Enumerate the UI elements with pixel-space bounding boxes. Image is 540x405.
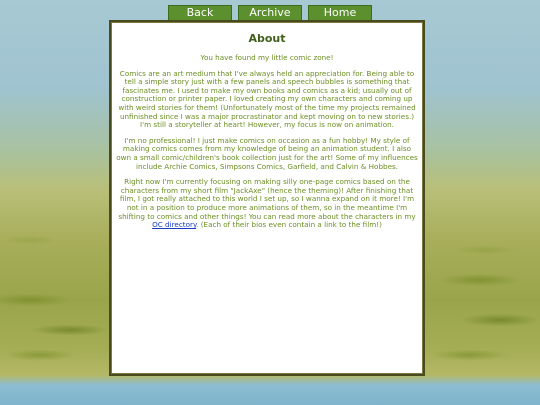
about-paragraph-3 — [115, 178, 419, 230]
about-panel — [109, 20, 425, 376]
intro-text: You have found my little comic zone! — [200, 53, 334, 62]
about-content — [111, 22, 423, 230]
page-title: About — [248, 32, 286, 45]
archive-button[interactable]: Archive — [238, 5, 302, 21]
oc-directory-link[interactable]: OC directory — [152, 220, 197, 230]
paragraph-3-text-start: Right now I'm currently focusing on making silly one-page comics based on the characters from my short film "JackAxe" (hence the theming)! After finishing that film, I got really attached to this world I set up, so I wanna expand on it more! I'm not in a position to produce more animations of them, so in the meantime I'm shifting to comics and other things! You can read more about the characters in my — [118, 177, 416, 221]
home-button[interactable]: Home — [308, 5, 372, 21]
about-paragraph-1: Comics are an art medium that I've always held an appreciation for. Being able to tell a simple story just with a few panels and speech bubbles is something that fascinates me. I used to make my own books and comics as a kid; usually out of construction or printer paper. I loved creating my own characters and coming up with weird stories for them! (Unfortunately most of the time my projects remained unfinished since I was a major procrastinator and kept moving on to new stories.) I'm still a storyteller at heart! However, my focus is now on animation. — [118, 68, 416, 130]
about-paragraph-2: I'm no professional! I just make comics on occasion as a fun hobby! My style of making comics comes from my knowledge of being an animation student. I also own a small comic/children's book collection just for the art! Some of my influences include Archie Comics, Simpsons Comics, Garfield, and Calvin & Hobbes. — [116, 135, 418, 171]
back-button[interactable]: Back — [168, 5, 232, 21]
paragraph-3-text-end: . (Each of their bios even contain a link to the film!) — [196, 220, 382, 230]
